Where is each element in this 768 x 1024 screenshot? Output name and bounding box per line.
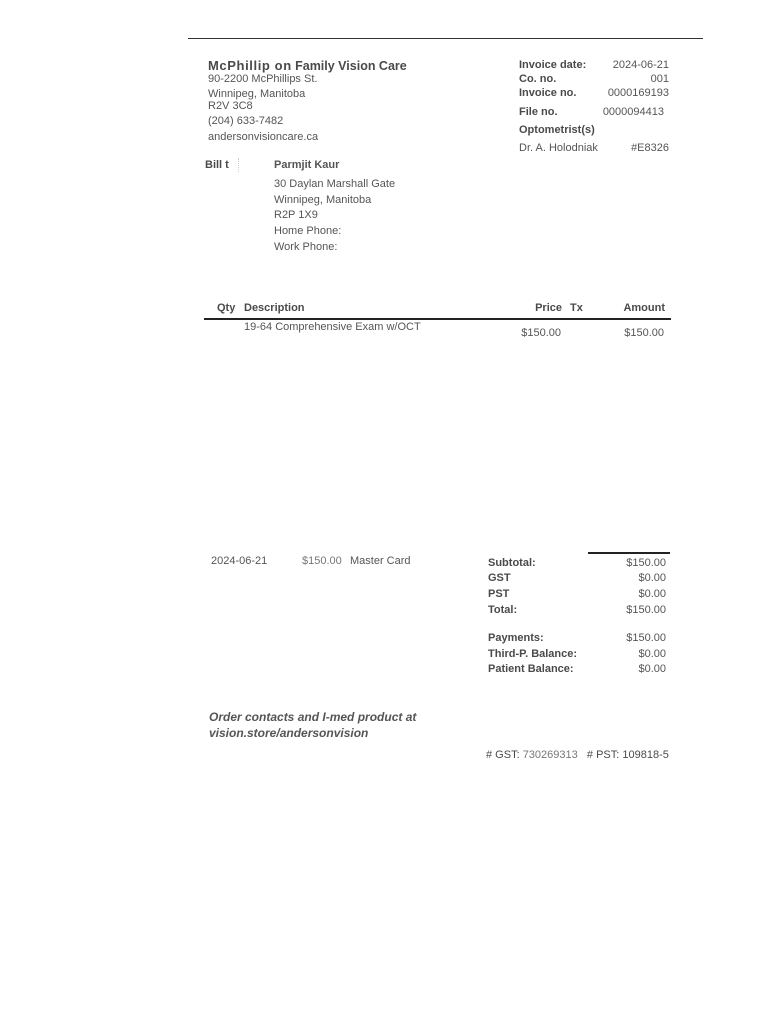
practice-name <box>208 58 407 73</box>
practice-phone: (204) 633-7482 <box>208 115 284 127</box>
promo-line2: vision.store/andersonvision <box>209 726 369 740</box>
payment-date: 2024-06-21 <box>211 555 268 567</box>
patient-work-phone: Work Phone: <box>274 241 338 253</box>
promo-line1: Order contacts and I-med product at <box>209 710 417 724</box>
gst-label: GST <box>488 572 511 584</box>
third-party-balance-value: $0.00 <box>638 648 666 660</box>
line-item-amount: $150.00 <box>624 327 664 339</box>
payment-method: Master Card <box>350 555 411 567</box>
co-no-value: 001 <box>650 73 669 85</box>
patient-name: Parmjit Kaur <box>274 159 340 171</box>
patient-balance-value: $0.00 <box>638 663 666 675</box>
patient-postal-code: R2P 1X9 <box>274 209 318 221</box>
subtotal-label: Subtotal: <box>488 557 536 569</box>
pst-label: PST <box>488 588 510 600</box>
line-item-price: $150.00 <box>521 327 561 339</box>
patient-home-phone: Home Phone: <box>274 225 342 237</box>
payments-label: Payments: <box>488 632 544 644</box>
optometrist-id: #E8326 <box>631 142 669 154</box>
practice-name-rest: Family Vision Care <box>295 59 407 73</box>
practice-postal-code: R2V 3C8 <box>208 100 253 112</box>
patient-balance-label: Patient Balance: <box>488 663 574 675</box>
pst-number-label: # PST: <box>586 749 620 761</box>
column-header-description: Description <box>244 302 305 314</box>
practice-address-line2: Winnipeg, Manitoba <box>208 88 306 100</box>
line-item-description: 19-64 Comprehensive Exam w/OCT <box>244 321 421 333</box>
file-no-value: 0000094413 <box>602 106 664 118</box>
pst-number-value: 109818-5 <box>622 749 669 761</box>
gst-value: $0.00 <box>638 572 666 584</box>
payment-amount: $150.00 <box>302 555 342 567</box>
column-header-price: Price <box>535 302 562 314</box>
top-divider <box>188 38 703 39</box>
promo-text <box>209 709 416 741</box>
gst-number-value: 730269313 <box>522 749 578 761</box>
optometrist-name: Dr. A. Holodniak <box>519 142 598 154</box>
file-no-label: File no. <box>519 106 558 118</box>
third-party-balance-label: Third-P. Balance: <box>488 648 578 660</box>
total-value: $150.00 <box>626 604 666 616</box>
patient-address-line2: Winnipeg, Manitoba <box>274 194 372 206</box>
invoice-date-label: Invoice date: <box>519 59 587 71</box>
bill-to-separator <box>238 158 239 172</box>
practice-address-line1: 90-2200 McPhillips St. <box>208 73 318 85</box>
column-header-qty: Qty <box>217 302 236 314</box>
tax-registration-numbers <box>486 749 669 761</box>
column-header-amount: Amount <box>623 302 665 314</box>
invoice-no-value: 0000169193 <box>607 87 669 99</box>
gst-number-label: # GST: <box>486 749 520 761</box>
optometrist-label: Optometrist(s) <box>519 124 595 136</box>
total-label: Total: <box>488 604 518 616</box>
invoice-no-label: Invoice no. <box>519 87 577 99</box>
subtotal-value: $150.00 <box>626 557 666 569</box>
co-no-label: Co. no. <box>519 73 557 85</box>
line-items-header-rule <box>204 318 671 320</box>
totals-rule <box>588 552 670 554</box>
payments-value: $150.00 <box>626 632 666 644</box>
column-header-tx: Tx <box>570 302 583 314</box>
invoice-date-value: 2024-06-21 <box>612 59 669 71</box>
pst-value: $0.00 <box>638 588 666 600</box>
practice-name-first: McPhillip on <box>208 58 292 73</box>
patient-address-line1: 30 Daylan Marshall Gate <box>274 178 396 190</box>
practice-website: andersonvisioncare.ca <box>208 131 319 143</box>
bill-to-label: Bill t <box>205 159 229 171</box>
